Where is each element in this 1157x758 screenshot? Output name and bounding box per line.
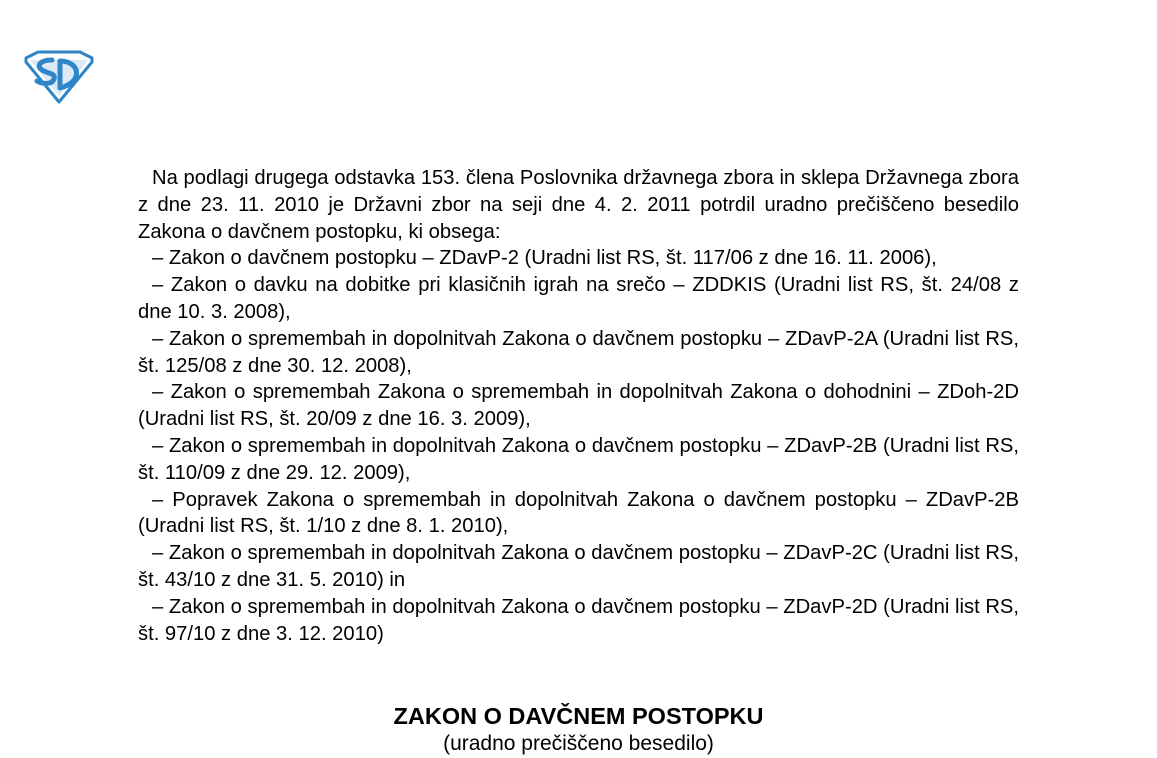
law-list-item: – Zakon o spremembah in dopolnitvah Zakona o davčnem postopku – ZDavP-2A (Uradni list RS, št. 125/08 z dne 30. 12. 2008), <box>138 327 1019 377</box>
law-list-item: – Zakon o davčnem postopku – ZDavP-2 (Uradni list RS, št. 117/06 z dne 16. 11. 2006), <box>152 247 937 270</box>
law-list-item: – Zakon o spremembah in dopolnitvah Zakona o davčnem postopku – ZDavP-2D (Uradni list RS, št. 97/10 z dne 3. 12. 2010) <box>138 595 1019 645</box>
law-list-item: – Zakon o spremembah in dopolnitvah Zakona o davčnem postopku – ZDavP-2B (Uradni list RS, št. 110/09 z dne 29. 12. 2009), <box>138 434 1019 484</box>
law-list-item: – Zakon o davku na dobitke pri klasičnih igrah na srečo – ZDDKIS (Uradni list RS, št. 24/08 z dne 10. 3. 2008), <box>138 274 1019 323</box>
law-list-item: – Zakon o spremembah in dopolnitvah Zakona o davčnem postopku – ZDavP-2C (Uradni list RS, št. 43/10 z dne 31. 5. 2010) in <box>138 542 1019 591</box>
document-body <box>138 165 1019 647</box>
law-subtitle: (uradno prečiščeno besedilo) <box>443 732 714 755</box>
law-list-item: – Zakon o spremembah Zakona o spremembah in dopolnitvah Zakona o dohodnini – ZDoh-2D (Uradni list RS, št. 20/09 z dne 16. 3. 2009), <box>138 381 1019 431</box>
law-title: ZAKON O DAVČNEM POSTOPKU <box>393 703 764 729</box>
sd-shield-logo-icon <box>22 48 96 104</box>
preamble-paragraph: Na podlagi drugega odstavka 153. člena Poslovnika državnega zbora in sklepa Državnega zbora z dne 23. 11. 2010 je Državni zbor na seji dne 4. 2. 2011 potrdil uradno prečiščeno besedilo Zakona o davčnem postopku, ki obsega: <box>138 167 1019 243</box>
law-list-item: – Popravek Zakona o spremembah in dopolnitvah Zakona o davčnem postopku – ZDavP-2B (Uradni list RS, št. 1/10 z dne 8. 1. 2010), <box>138 488 1019 538</box>
